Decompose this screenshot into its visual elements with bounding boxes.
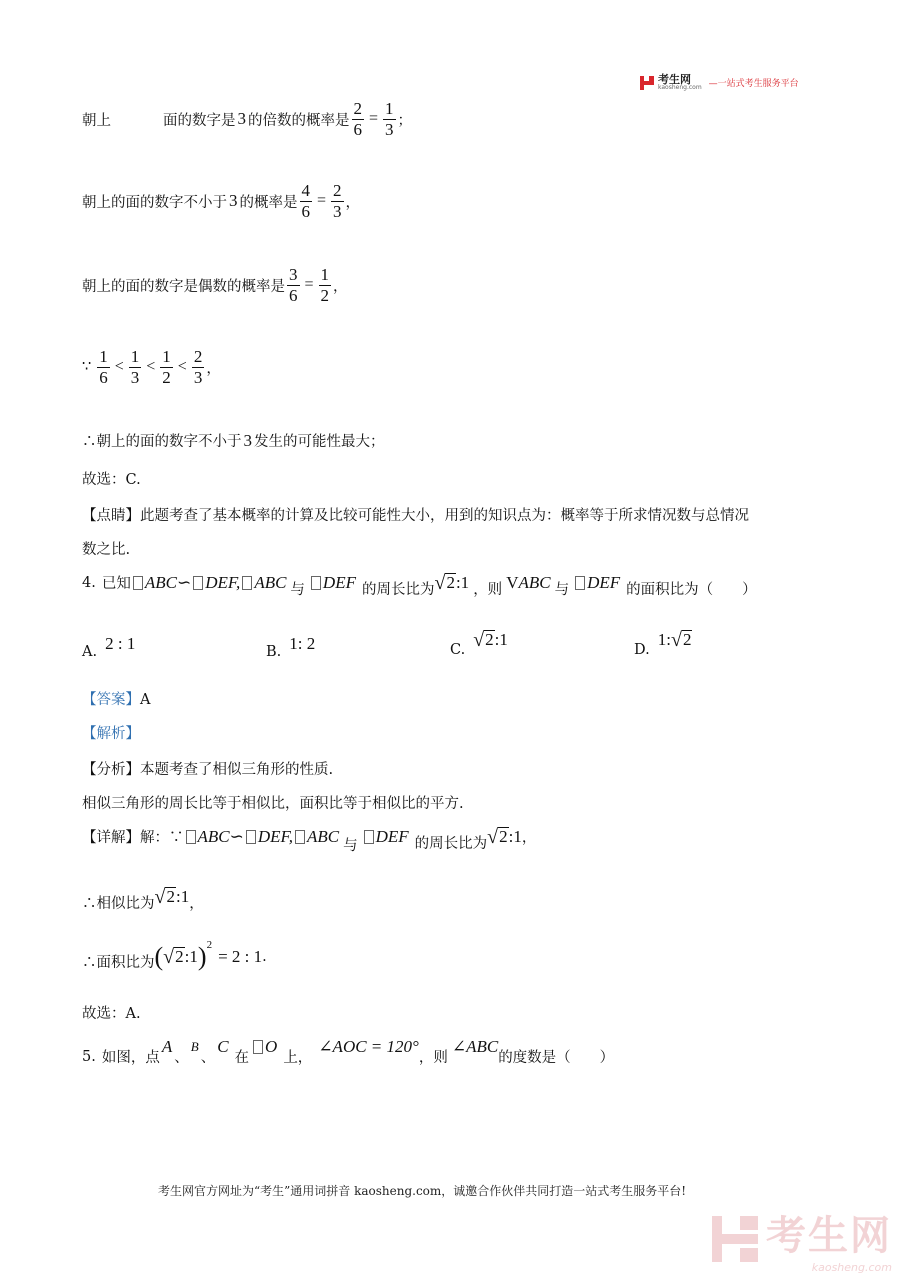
- sqrt: √ 2: [670, 629, 692, 651]
- fraction: $\frac{3}{6}$: [289, 265, 298, 305]
- logo-name: 考生网: [658, 73, 691, 86]
- watermark-name: 考生网: [766, 1213, 892, 1259]
- fraction: $\frac{1}{6}$: [99, 347, 108, 387]
- question-5: 5. 如图，点 A 、 B 、 C 在 O 上， ∠AOC = 120° ，则 ∠ABC 的度数是（ ）: [82, 1036, 615, 1066]
- choice-line: 故选：C.: [82, 472, 141, 488]
- triangle-symbol: [133, 576, 143, 590]
- watermark: [712, 1204, 892, 1274]
- fraction: $\frac{2}{3}$: [333, 181, 342, 221]
- sqrt: √ 2: [473, 629, 494, 651]
- triangle-symbol: [311, 576, 321, 590]
- right-paren: ): [197, 942, 207, 971]
- triangle-symbol: [246, 830, 256, 844]
- triangle-symbol: [364, 830, 374, 844]
- triangle-symbol: [242, 576, 252, 590]
- triangle-symbol: [193, 576, 203, 590]
- fraction: $\frac{1}{2}$: [320, 265, 330, 305]
- logo-mark-icon: [640, 76, 654, 90]
- sqrt: √ 2: [487, 825, 508, 848]
- fraction: $\frac{4}{6}$: [301, 181, 310, 221]
- fraction: $\frac{1}{2}$: [162, 347, 171, 387]
- analysis-tag: 【解析】: [82, 726, 140, 742]
- triangle-symbol: [295, 830, 305, 844]
- watermark-logo-icon: [712, 1216, 758, 1262]
- footer-text: 考生网官方网址为“考生”通用词拼音 kaosheng.com，诚邀合作伙伴共同打造一站式考生服务平台!: [158, 1184, 687, 1198]
- xiangjie-line: 【详解】 解：∵ ABC ∽ DEF, ABC 与 DEF 的周长比为 √ 2 :1 ，: [82, 825, 537, 854]
- logo-domain: kaosheng.com: [658, 84, 702, 91]
- site-logo: [640, 74, 799, 91]
- conclusion-line: 故选：A.: [82, 1006, 141, 1022]
- triangle-symbol: [575, 576, 585, 590]
- area-ratio-line: ∴面积比为 ( √ 2 :1 ) $^2$ = 2 : 1 .: [82, 939, 267, 971]
- answer-line: 【答案】A: [82, 692, 151, 708]
- inequality-line: ∵ $\frac{1}{6}$ < $\frac{1}{3}$ < $\frac{1}{2}$ < $\frac{2}{3}$ ，: [82, 347, 221, 387]
- option-a[interactable]: A. 2 : 1: [82, 634, 136, 660]
- logo-slogan: —一站式考生服务平台: [708, 79, 799, 89]
- watermark-domain: kaosheng.com: [811, 1261, 892, 1274]
- rule-line: 相似三角形的周长比等于相似比，面积比等于相似比的平方.: [82, 796, 464, 812]
- dianjing-line-2: 数之比.: [82, 542, 131, 558]
- option-b[interactable]: B. 1: 2: [266, 634, 316, 660]
- fenxi-line: 【分析】本题考查了相似三角形的性质.: [82, 762, 334, 778]
- sqrt: √ 2: [434, 571, 455, 594]
- fraction: $\frac{1}{3}$: [130, 347, 140, 387]
- prob-line-multiple-of-3: 朝上 面的数字是 3 的倍数的概率是 $\frac{2}{6}$ = $\frac{1}{3}$ ；: [82, 99, 413, 139]
- fraction: $\frac{2}{3}$: [193, 347, 203, 387]
- circle-symbol: [253, 1040, 263, 1054]
- left-paren: (: [154, 942, 164, 971]
- option-c[interactable]: C. √ 2 :1: [450, 629, 508, 658]
- fraction: $\frac{1}{3}$: [385, 99, 394, 139]
- option-d[interactable]: D. 1: √ 2: [634, 629, 692, 658]
- sqrt: √ 2: [154, 885, 175, 908]
- dianjing-line: 【点睛】此题考查了基本概率的计算及比较可能性大小，用到的知识点为：概率等于所求情况数与总情况: [82, 508, 749, 524]
- triangle-symbol: [186, 830, 196, 844]
- therefore-line: ∴朝上的面的数字不小于 3 发生的可能性最大；: [82, 431, 385, 450]
- prob-line-even: 朝上的面的数字是偶数的概率是 $\frac{3}{6}$ = $\frac{1}{2}$ ，: [82, 265, 348, 305]
- prob-line-not-less-than-3: 朝上的面的数字不小于 3 的概率是 $\frac{4}{6}$ = $\frac{2}{3}$ ，: [82, 181, 361, 221]
- similarity-ratio-line: ∴相似比为 √ 2 :1 ，: [82, 885, 204, 912]
- fraction: $\frac{2}{6}$: [353, 99, 362, 139]
- question-4: 4. 已知 ABC ∽ DEF, ABC 与 DEF 的周长比为 √ 2 :1 ，则 V ABC 与 DEF 的面积比为（ ）: [82, 571, 757, 598]
- sqrt: √ 2: [163, 946, 184, 968]
